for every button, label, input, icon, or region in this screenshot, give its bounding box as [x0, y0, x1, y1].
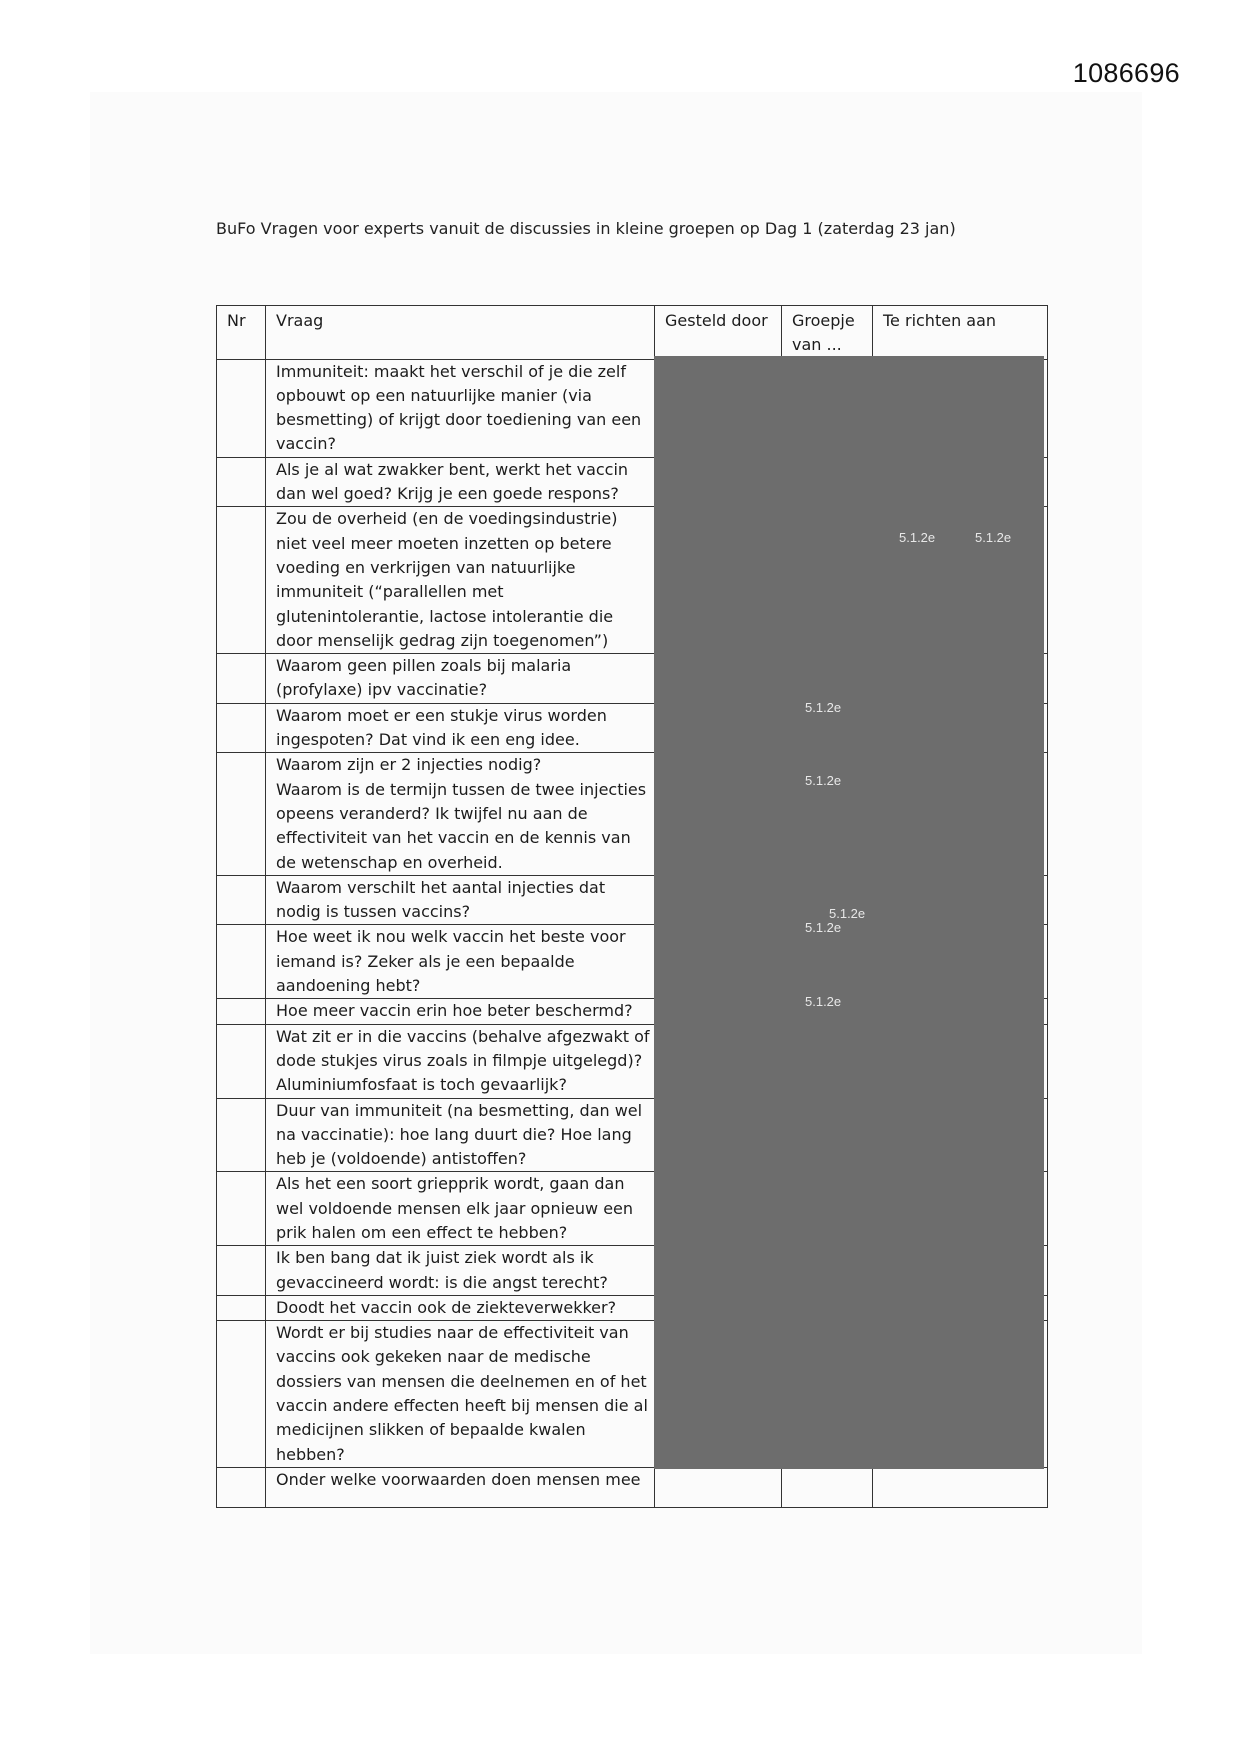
row-question: Waarom geen pillen zoals bij malaria (profylaxe) ipv vaccinatie?: [266, 654, 655, 704]
redaction-code: 5.1.2e: [805, 994, 842, 1009]
row-question: Waarom zijn er 2 injecties nodig? Waarom is de termijn tussen de twee injecties opeens veranderd? Ik twijfel nu aan de effectiviteit van het vaccin en de kennis van de wetenschap en overheid.: [266, 753, 655, 875]
row-question: Als het een soort griepprik wordt, gaan dan wel voldoende mensen elk jaar opnieuw een prik halen om een effect te hebben?: [266, 1172, 655, 1246]
table-header-row: [217, 306, 1048, 360]
redaction-code: 5.1.2e: [805, 773, 842, 788]
row-question: Waarom verschilt het aantal injecties dat nodig is tussen vaccins?: [266, 875, 655, 925]
row-nr: [217, 457, 266, 507]
row-question: Duur van immuniteit (na besmetting, dan wel na vaccinatie): hoe lang duurt die? Hoe lang heb je (voldoende) antistoffen?: [266, 1098, 655, 1172]
row-nr: [217, 1098, 266, 1172]
row-nr: [217, 703, 266, 753]
document-title: BuFo Vragen voor experts vanuit de discussies in kleine groepen op Dag 1 (zaterdag 23 jan): [216, 219, 956, 238]
row-nr: [217, 1246, 266, 1296]
header-te-richten-aan: Te richten aan: [873, 306, 1048, 360]
row-question: Wordt er bij studies naar de effectiviteit van vaccins ook gekeken naar de medische dossiers van mensen die deelnemen en of het vaccin andere effecten heeft bij mensen die al medicijnen slikken of bepaalde kwalen hebben?: [266, 1321, 655, 1468]
row-nr: [217, 507, 266, 654]
row-question: Wat zit er in die vaccins (behalve afgezwakt of dode stukjes virus zoals in filmpje uitgelegd)? Aluminiumfosfaat is toch gevaarlijk?: [266, 1024, 655, 1098]
row-nr: [217, 999, 266, 1024]
redaction-code: 5.1.2e: [829, 906, 866, 921]
row-nr: [217, 1295, 266, 1320]
redaction-code: 5.1.2e: [899, 530, 936, 545]
redaction-code: 5.1.2e: [975, 530, 1012, 545]
row-nr: [217, 1321, 266, 1468]
row-question: Hoe weet ik nou welk vaccin het beste voor iemand is? Zeker als je een bepaalde aandoening hebt?: [266, 925, 655, 999]
header-nr: Nr: [217, 306, 266, 360]
row-question: Ik ben bang dat ik juist ziek wordt als ik gevaccineerd wordt: is die angst terecht?: [266, 1246, 655, 1296]
row-nr: [217, 753, 266, 875]
redaction-code: 5.1.2e: [805, 700, 842, 715]
row-nr: [217, 359, 266, 457]
row-question: Immuniteit: maakt het verschil of je die zelf opbouwt op een natuurlijke manier (via besmetting) of krijgt door toediening van een vaccin?: [266, 359, 655, 457]
row-question: Waarom moet er een stukje virus worden ingespoten? Dat vind ik een eng idee.: [266, 703, 655, 753]
row-nr: [217, 654, 266, 704]
row-nr: [217, 1467, 266, 1507]
row-nr: [217, 875, 266, 925]
row-question: Onder welke voorwaarden doen mensen mee: [266, 1467, 655, 1507]
row-nr: [217, 925, 266, 999]
row-nr: [217, 1172, 266, 1246]
redaction-code: 5.1.2e: [805, 920, 842, 935]
row-question: Hoe meer vaccin erin hoe beter beschermd?: [266, 999, 655, 1024]
row-question: Als je al wat zwakker bent, werkt het vaccin dan wel goed? Krijg je een goede respons?: [266, 457, 655, 507]
table-row: [217, 1467, 1048, 1507]
header-vraag: Vraag: [266, 306, 655, 360]
document-number: 1086696: [1072, 58, 1180, 88]
header-groepje: Groepje van ...: [782, 306, 873, 360]
row-question: Zou de overheid (en de voedingsindustrie) niet veel meer moeten inzetten op betere voeding en verkrijgen van natuurlijke immuniteit (“parallellen met glutenintolerantie, lactose intolerantie die door menselijk gedrag zijn toegenomen”): [266, 507, 655, 654]
row-question: Doodt het vaccin ook de ziekteverwekker?: [266, 1295, 655, 1320]
header-gesteld-door: Gesteld door: [655, 306, 782, 360]
row-nr: [217, 1024, 266, 1098]
